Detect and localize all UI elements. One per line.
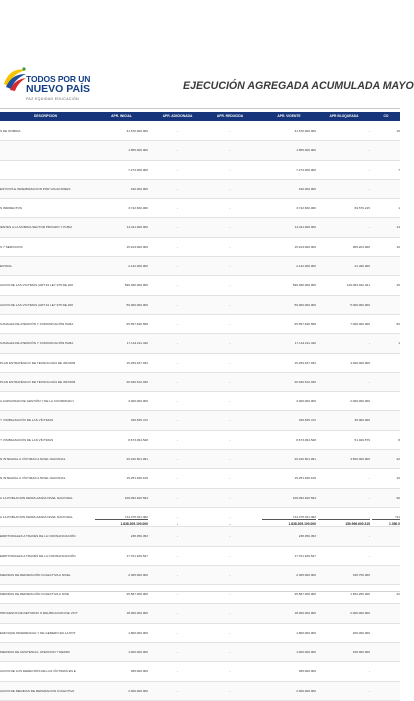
cell-initial: 1.855.000.000 [128, 148, 148, 153]
table-row [0, 604, 400, 623]
cell-description: N INTEGRAL A VÍCTIMAS A NIVEL NACIONAL [0, 476, 66, 481]
cell-added: - [176, 592, 179, 597]
cell-initial: 109.052.920.594 [124, 495, 148, 500]
cell-description: S DE NOMINA [0, 129, 21, 133]
cell-initial: 2.365.000.000 [128, 572, 148, 577]
cell-blocked: 21.420.000 [354, 264, 370, 269]
cell-blocked: 3.500.000.000 [350, 457, 370, 462]
cell-description [0, 141, 91, 160]
cell-description: ACION DE LAS VICTIMAS (ART.19 LEY 975 DE 200 [0, 302, 73, 307]
cell-current: 26.940.512.046 [294, 379, 316, 384]
table-row [0, 161, 400, 180]
cell-added: - [176, 650, 179, 655]
cell-committed: 1 [398, 341, 400, 346]
table-row [0, 469, 400, 488]
cell-added: - [176, 495, 179, 500]
header-blocked: APR BLOQUEADA [329, 114, 359, 118]
table-row [0, 489, 400, 508]
cell-committed: 8 [398, 437, 400, 442]
cell-reduced: - [229, 264, 231, 269]
cell-blocked: - [368, 341, 370, 346]
cell-current: 26.220.501.091 [294, 457, 316, 462]
cell-initial: 190.000.000 [130, 186, 148, 191]
cell-current: 17.142.211.440 [294, 341, 316, 346]
cell-description: ACION DE LOS DERECHOS DE LAS VÍCTIMAS EN E [0, 669, 76, 674]
cell-description: S INDIRECTOS [0, 206, 22, 211]
cell-current: 25.587.000.000 [294, 592, 316, 597]
table-row [0, 257, 400, 276]
cell-blocked: 7.000.000.000 [350, 321, 370, 326]
cell-added: - [176, 437, 179, 442]
table-header [0, 112, 400, 121]
total-added: - [176, 522, 179, 526]
cell-added: - [176, 360, 179, 365]
cell-initial: 18.000.000.000 [126, 611, 148, 616]
cell-description: ACION DE MEDIDAS DE REPARACION COLECTIVA [0, 688, 75, 693]
cell-initial: 17.142.211.440 [126, 341, 148, 346]
cell-current: 14.011.000.000 [294, 225, 316, 230]
cell-added: - [176, 302, 179, 307]
cell-added: - [176, 129, 179, 133]
table-row [0, 411, 400, 430]
table-row [0, 141, 400, 160]
cell-committed [372, 547, 400, 566]
logo-text-line1: TODOS POR UN [26, 74, 91, 84]
cell-reduced: - [229, 360, 231, 365]
cell-current: 19.251.468.109 [294, 476, 316, 481]
cell-committed [372, 643, 400, 662]
cell-current: 15.459.467.934 [294, 360, 316, 365]
cell-committed: 1 [398, 206, 400, 211]
cell-added: - [176, 611, 179, 616]
totals-row [0, 519, 400, 529]
cell-reduced: - [229, 206, 231, 211]
cell-description: A LA POBLACION DESPLAZADA NIVEL NACIONAL [0, 495, 73, 500]
cell-description: CANALES DE ATENCIÓN Y COMUNICACIÓN PARA [0, 341, 74, 346]
cell-blocked: - [368, 186, 370, 191]
cell-committed [372, 257, 400, 276]
cell-blocked: 905.204.000 [352, 244, 370, 249]
cell-current: 599.366.000.000 [292, 283, 316, 288]
cell-blocked: - [368, 669, 370, 674]
cell-description: MEDIDAS DE REPARACIÓN COLECTIVA A NIVEL [0, 572, 71, 577]
cell-current: 1.855.000.000 [296, 148, 316, 153]
cell-committed: 711 [395, 514, 400, 519]
cell-current: 2.142.000.000 [296, 264, 316, 269]
table-row [0, 315, 400, 334]
total-committed: 1.390.0 [389, 522, 400, 526]
report-title: EJECUCIÓN AGREGADA ACUMULADA MAYO [183, 80, 414, 92]
logo-tagline: PAZ EQUIDAD EDUCACIÓN [26, 97, 79, 101]
cell-current: 365.000.000 [298, 669, 316, 674]
cell-added: - [176, 457, 179, 462]
cell-initial: 15.459.467.934 [126, 360, 148, 365]
table-row [0, 431, 400, 450]
cell-committed [372, 662, 400, 681]
cell-committed [372, 624, 400, 643]
flag-swoosh-icon [2, 66, 28, 92]
cell-description: PROCESOS DE RETORNO O REUBICACION DE VICT [0, 611, 78, 616]
government-logo [0, 66, 120, 110]
total-reduced: - [229, 522, 231, 526]
table-row [0, 296, 400, 315]
cell-current: 18.000.000.000 [294, 611, 316, 616]
cell-blocked: 2.000.000.000 [350, 399, 370, 404]
cell-reduced: - [229, 630, 231, 635]
cell-blocked: 2.000.000.000 [350, 611, 370, 616]
cell-current: 65.657.646.558 [294, 321, 316, 326]
cell-initial: 14.011.000.000 [126, 225, 148, 230]
cell-initial: 7.274.000.000 [128, 167, 148, 172]
cell-blocked: - [368, 476, 370, 481]
cell-committed: 22 [396, 592, 400, 597]
cell-reduced: - [229, 457, 231, 462]
cell-committed [372, 141, 400, 160]
cell-reduced: - [229, 553, 231, 558]
cell-committed [372, 682, 400, 701]
cell-added: - [176, 514, 179, 519]
cell-initial: 599.366.000.000 [124, 283, 148, 288]
cell-current: 1.000.000.000 [296, 650, 316, 655]
cell-blocked: - [368, 514, 370, 519]
table-row [0, 334, 400, 353]
cell-committed [372, 180, 400, 199]
cell-initial: 26.220.501.091 [126, 457, 148, 462]
cell-committed: 96 [396, 495, 400, 500]
cell-added: - [176, 399, 179, 404]
cell-initial: 19.251.468.109 [126, 476, 148, 481]
cell-committed: 14 [396, 225, 400, 230]
table-row [0, 682, 400, 701]
cell-initial: 1.800.000.000 [128, 630, 148, 635]
footer-divider [0, 591, 400, 592]
total-blocked: 150.996.600.315 [345, 522, 370, 526]
table-row [0, 392, 400, 411]
cell-reduced: - [229, 302, 231, 307]
cell-current: 109.052.920.594 [292, 495, 316, 500]
cell-blocked: 126.064.022.321 [346, 283, 370, 288]
cell-added: - [176, 418, 179, 423]
cell-current: 336.535.472 [298, 418, 316, 423]
table-row [0, 122, 400, 141]
cell-current: 17.761.949.547 [294, 553, 316, 558]
header-description: DESCRIPCION [34, 114, 57, 118]
cell-added: - [176, 244, 179, 249]
cell-committed: 45 [396, 283, 400, 288]
cell-reduced: - [229, 592, 231, 597]
cell-committed: 10 [396, 476, 400, 481]
cell-reduced: - [229, 186, 231, 191]
cell-reduced: - [229, 321, 231, 326]
cell-blocked: - [368, 553, 370, 558]
cell-description: ACION DE LAS VICTIMAS (ART.19 LEY 975 DE 200 [0, 283, 73, 288]
cell-blocked: 200.000.000 [352, 630, 370, 635]
cell-added: - [176, 534, 179, 539]
cell-reduced: - [229, 688, 231, 693]
cell-added: - [176, 186, 179, 191]
cell-blocked: - [368, 495, 370, 500]
cell-committed: 10 [396, 244, 400, 249]
cell-description: Y VISIBILIZACIÓN DE LAS VÍCTIMAS [0, 437, 54, 442]
cell-current: 2.365.000.000 [296, 572, 316, 577]
cell-committed [372, 354, 400, 373]
cell-committed [372, 392, 400, 411]
cell-description: S Y SERVICIOS [0, 244, 23, 249]
header-added: APR. ADICIONADA [162, 114, 193, 118]
cell-description: ESTIVOS E INDEMNIZACION POR VACACIONES [0, 186, 71, 191]
cell-added: - [176, 206, 179, 211]
header-committed: CO [383, 114, 389, 118]
cell-blocked: - [368, 225, 370, 230]
cell-added: - [176, 688, 179, 693]
cell-reduced: - [229, 572, 231, 577]
table-row [0, 276, 400, 295]
cell-description: ENTRAL [0, 264, 13, 269]
cell-current: 3.000.000.000 [296, 399, 316, 404]
cell-reduced: - [229, 650, 231, 655]
cell-initial: 2.000.000.000 [128, 688, 148, 693]
cell-description [0, 161, 91, 180]
table-row [0, 527, 400, 546]
table-row [0, 373, 400, 392]
table-row [0, 643, 400, 662]
cell-current: 31.570.000.000 [294, 129, 316, 133]
table-row [0, 199, 400, 218]
cell-committed [372, 566, 400, 585]
cell-current: 1.800.000.000 [296, 630, 316, 635]
header-reduced: APR. REDUCIDA [216, 114, 244, 118]
cell-committed: 10 [396, 129, 400, 133]
cell-initial: 714.375.321.362 [124, 514, 148, 519]
cell-current: 3.722.660.000 [296, 206, 316, 211]
cell-description: CANALES DE ATENCIÓN Y COMUNICACIÓN PARA [0, 321, 74, 326]
cell-blocked: - [368, 148, 370, 153]
cell-reduced: - [229, 495, 231, 500]
cell-initial: 15.104.000.000 [126, 244, 148, 249]
cell-initial: 26.940.512.046 [126, 379, 148, 384]
cell-reduced: - [229, 167, 231, 172]
cell-description: MEDIDAS DE REPARACIÓN COLECTIVA A NIVE [0, 592, 69, 597]
cell-committed [372, 527, 400, 546]
table-row [0, 238, 400, 257]
cell-added: - [176, 341, 179, 346]
cell-reduced: - [229, 534, 231, 539]
table-row [0, 354, 400, 373]
cell-committed: 22 [396, 457, 400, 462]
cell-reduced: - [229, 514, 231, 519]
cell-added: - [176, 630, 179, 635]
cell-reduced: - [229, 129, 231, 133]
cell-blocked: 51.049.579 [354, 437, 370, 442]
table-row [0, 585, 400, 604]
cell-committed [372, 411, 400, 430]
cell-initial: 238.050.453 [130, 534, 148, 539]
cell-blocked: 1.654.250.000 [350, 592, 370, 597]
header-divider [0, 108, 400, 109]
cell-added: - [176, 167, 179, 172]
cell-reduced: - [229, 379, 231, 384]
cell-added: - [176, 264, 179, 269]
cell-initial: 1.000.000.000 [128, 650, 148, 655]
table-row [0, 218, 400, 237]
cell-blocked: 69.576.215 [354, 206, 370, 211]
cell-current: 7.274.000.000 [296, 167, 316, 172]
cell-description: MEDIDAS DE ASISTENCIA, ATENCION Y REPAR [0, 650, 70, 655]
cell-reduced: - [229, 399, 231, 404]
cell-description: ERRITORIALES A TRAVÉS DE LA COFINANCIACIÓN [0, 553, 76, 558]
cell-description: IENTES A LA NOMINA SECTOR PRIVADO Y PUBLI [0, 225, 73, 230]
cell-description: ENFOQUE DIFERENCIAL Y DE GENERO EN LA POT [0, 630, 76, 635]
cell-initial: 17.761.949.547 [126, 553, 148, 558]
cell-reduced: - [229, 476, 231, 481]
cell-committed [372, 604, 400, 623]
cell-reduced: - [229, 418, 231, 423]
cell-committed [372, 373, 400, 392]
cell-current: 238.050.453 [298, 534, 316, 539]
logo-text-line2: NUEVO PAÍS [26, 83, 90, 95]
cell-description: Y VISIBILIZACIÓN DE LAS VÍCTIMAS [0, 418, 54, 423]
cell-description: N INTEGRAL A VÍCTIMAS A NIVEL NACIONAL [0, 457, 66, 462]
table-body [0, 122, 400, 701]
cell-reduced: - [229, 225, 231, 230]
cell-current: 15.104.000.000 [294, 244, 316, 249]
table-row [0, 547, 400, 566]
cell-added: - [176, 283, 179, 288]
cell-blocked: 4.000.000.000 [350, 360, 370, 365]
cell-added: - [176, 225, 179, 230]
table-row [0, 566, 400, 585]
table-row [0, 624, 400, 643]
cell-reduced: - [229, 341, 231, 346]
cell-committed: 7 [398, 167, 400, 172]
cell-initial: 31.570.000.000 [126, 129, 148, 133]
cell-reduced: - [229, 437, 231, 442]
total-initial: 1.838.309.100.000 [120, 522, 148, 526]
cell-current: 190.000.000 [298, 186, 316, 191]
cell-blocked: - [368, 129, 370, 133]
cell-description: PLAN ESTRATÉGICO DE TECNOLOGÍA DE INFORM [0, 360, 76, 365]
cell-reduced: - [229, 669, 231, 674]
cell-added: - [176, 476, 179, 481]
cell-initial: 65.657.646.558 [126, 321, 148, 326]
cell-initial: 25.587.000.000 [126, 592, 148, 597]
cell-added: - [176, 553, 179, 558]
cell-description: PLAN ESTRATÉGICO DE TECNOLOGÍA DE INFORM [0, 379, 76, 384]
cell-added: - [176, 572, 179, 577]
cell-blocked: - [368, 379, 370, 384]
cell-current: 714.375.321.362 [292, 514, 316, 519]
header-initial: APR. INICIAL [111, 114, 132, 118]
cell-added: - [176, 148, 179, 153]
cell-added: - [176, 669, 179, 674]
cell-blocked: - [368, 534, 370, 539]
cell-blocked: - [368, 167, 370, 172]
cell-initial: 50.000.000.000 [126, 302, 148, 307]
cell-reduced: - [229, 283, 231, 288]
table-row [0, 662, 400, 681]
cell-description: A LA POBLACION DESPLAZADA NIVEL NACIONAL [0, 514, 73, 519]
cell-current: 2.000.000.000 [296, 688, 316, 693]
total-current: 1.838.309.100.000 [288, 522, 316, 526]
cell-reduced: - [229, 611, 231, 616]
cell-reduced: - [229, 244, 231, 249]
cell-blocked: 345.750.000 [352, 572, 370, 577]
cell-blocked: - [368, 688, 370, 693]
table-row [0, 180, 400, 199]
cell-committed: 50 [396, 321, 400, 326]
cell-initial: 3.000.000.000 [128, 399, 148, 404]
cell-added: - [176, 321, 179, 326]
header-current: APR. VIGENTE [277, 114, 301, 118]
cell-description: A CAPACIDAD DE GESTIÓN Y DE LA COORDINACI [0, 399, 74, 404]
cell-initial: 3.722.660.000 [128, 206, 148, 211]
cell-reduced: - [229, 148, 231, 153]
cell-blocked: 150.000.000 [352, 650, 370, 655]
cell-blocked: 35.000.000 [354, 418, 370, 423]
cell-description: ERRITORIALES A TRAVÉS DE LA COFINANCIACIÓN [0, 534, 76, 539]
cell-initial: 365.000.000 [130, 669, 148, 674]
cell-initial: 2.142.000.000 [128, 264, 148, 269]
cell-blocked: 5.000.000.000 [350, 302, 370, 307]
cell-current: 8.673.064.528 [296, 437, 316, 442]
cell-initial: 336.535.472 [130, 418, 148, 423]
table-row [0, 450, 400, 469]
cell-committed [372, 296, 400, 315]
cell-added: - [176, 379, 179, 384]
cell-current: 50.000.000.000 [294, 302, 316, 307]
cell-initial: 8.673.064.528 [128, 437, 148, 442]
